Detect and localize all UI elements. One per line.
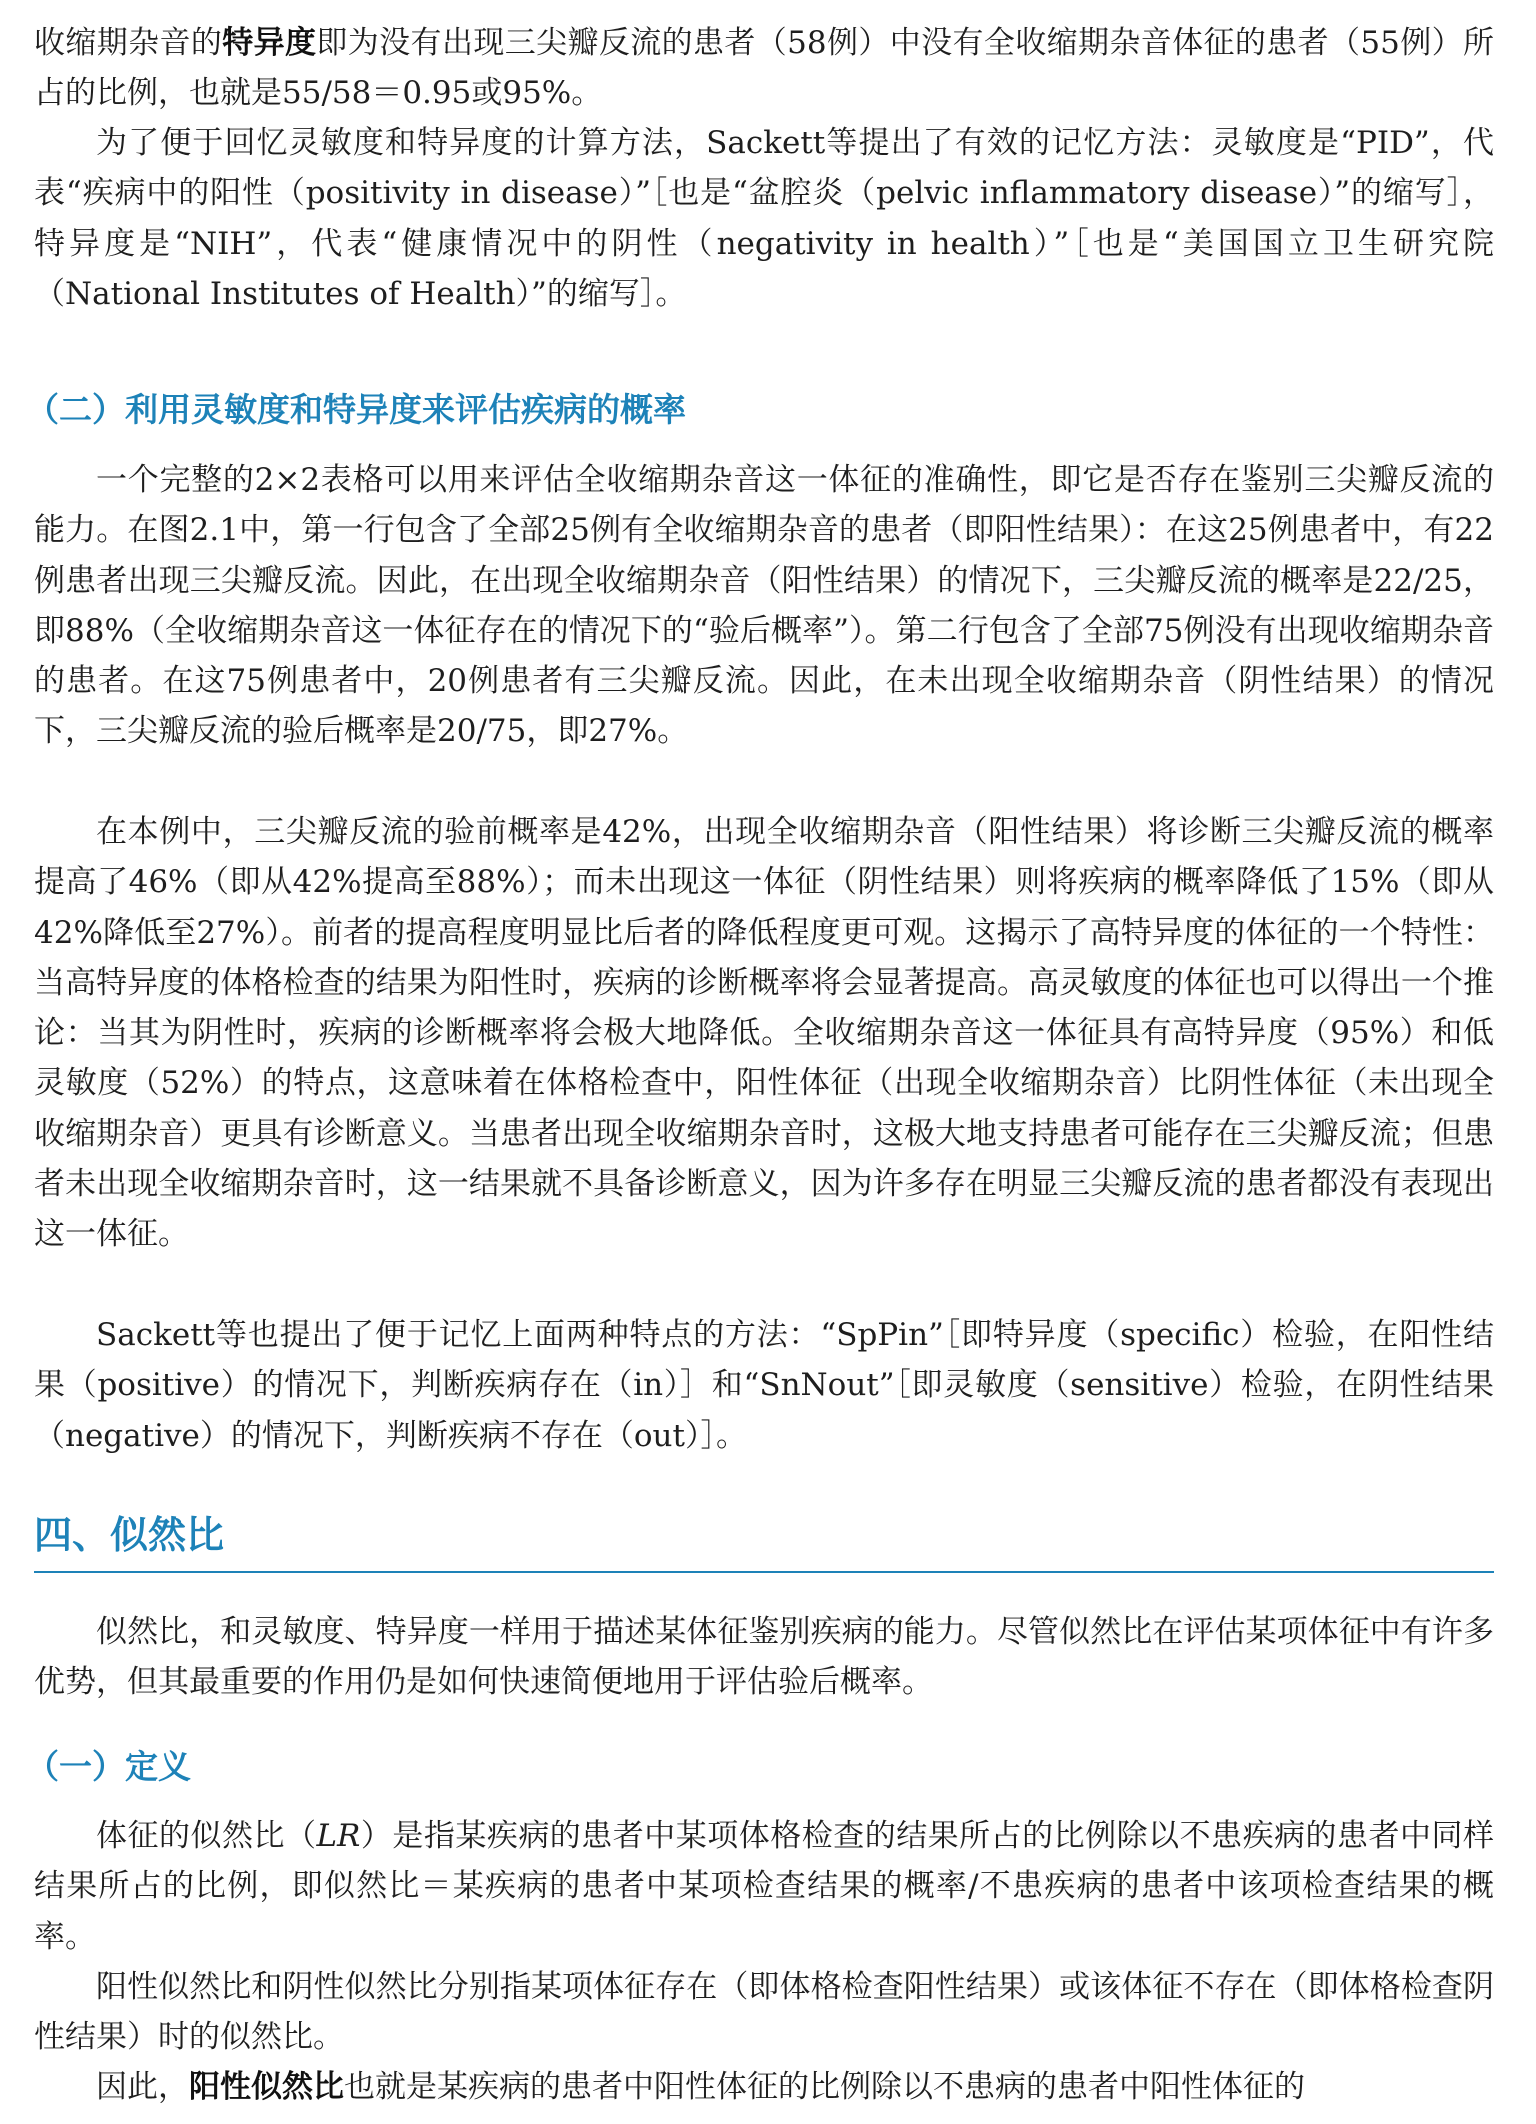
p7-rest: ）是指某疾病的患者中某项体格检查的结果所占的比例除以不患疾病的患者中同样结果所占的比例，即似然比＝某疾病的患者中某项检查结果的概率/不患疾病的患者中该项检查结果的概率。 [34, 1818, 1495, 1955]
term-lr: LR [316, 1818, 361, 1854]
heading-subsection-2: （二）利用灵敏度和特异度来评估疾病的概率 [26, 390, 686, 429]
heading-subsection-1: （一）定义 [26, 1747, 191, 1786]
p1-rest: 即为没有出现三尖瓣反流的患者（58例）中没有全收缩期杂音体征的患者（55例）所占的比例，也就是55/58＝0.95或95%。 [34, 25, 1494, 112]
heading-section-4: 四、似然比 [34, 1513, 225, 1557]
term-specificity: 特异度 [222, 25, 317, 61]
paragraph-mnemonic-pid-nih: 为了便于回忆灵敏度和特异度的计算方法，Sackett等提出了有效的记忆方法：灵敏度是“PID”，代表“疾病中的阳性（positivity in disease）”［也是“盆腔炎（pelvic inflammatory disease）”的缩写］，特异度是“NIH”，代表“健康情况中的阴性（negativity in health）”［也是“美国国立卫生研究院（National Institutes of Health）”的缩写］。 [34, 125, 1494, 312]
paragraph-lr-definition [34, 1811, 1494, 1962]
paragraph-sppin-snnout: Sackett等也提出了便于记忆上面两种特点的方法：“SpPin”［即特异度（specific）检验，在阳性结果（positive）的情况下，判断疾病存在（in）］和“SnNout”［即灵敏度（sensitive）检验，在阴性结果（negative）的情况下，判断疾病不存在（out）］。 [34, 1317, 1494, 1454]
p9-rest: 也就是某疾病的患者中阳性体征的比例除以不患病的患者中阳性体征的 [344, 2069, 1305, 2105]
paragraph-2x2-table: 一个完整的2×2表格可以用来评估全收缩期杂音这一体征的准确性，即它是否存在鉴别三尖瓣反流的能力。在图2.1中，第一行包含了全部25例有全收缩期杂音的患者（即阳性结果）：在这25例患者中，有22例患者出现三尖瓣反流。因此，在出现全收缩期杂音（阳性结果）的情况下，三尖瓣反流的概率是22/25，即88%（全收缩期杂音这一体征存在的情况下的“验后概率”）。第二行包含了全部75例没有出现收缩期杂音的患者。在这75例患者中，20例患者有三尖瓣反流。因此，在未出现全收缩期杂音（阴性结果）的情况下，三尖瓣反流的验后概率是20/75，即27%。 [34, 462, 1494, 750]
paragraph-specificity-definition [34, 18, 1494, 119]
paragraph-pretest-probability: 在本例中，三尖瓣反流的验前概率是42%，出现全收缩期杂音（阳性结果）将诊断三尖瓣反流的概率提高了46%（即从42%提高至88%）；而未出现这一体征（阴性结果）则将疾病的概率降低了15%（即从42%降低至27%）。前者的提高程度明显比后者的降低程度更可观。这揭示了高特异度的体征的一个特性：当高特异度的体格检查的结果为阳性时，疾病的诊断概率将会显著提高。高灵敏度的体征也可以得出一个推论：当其为阴性时，疾病的诊断概率将会极大地降低。全收缩期杂音这一体征具有高特异度（95%）和低灵敏度（52%）的特点，这意味着在体格检查中，阳性体征（出现全收缩期杂音）比阴性体征（未出现全收缩期杂音）更具有诊断意义。当患者出现全收缩期杂音时，这极大地支持患者可能存在三尖瓣反流；但患者未出现全收缩期杂音时，这一结果就不具备诊断意义，因为许多存在明显三尖瓣反流的患者都没有表现出这一体征。 [34, 814, 1494, 1253]
section-divider [34, 1571, 1494, 1573]
term-positive-lr: 阳性似然比 [189, 2069, 344, 2105]
paragraph-positive-lr-definition [34, 2062, 1494, 2112]
p7-lead: 体征的似然比（ [96, 1818, 317, 1854]
p1-lead: 收缩期杂音的 [34, 25, 223, 61]
p9-lead: 因此， [96, 2069, 189, 2105]
paragraph-likelihood-ratio-intro: 似然比，和灵敏度、特异度一样用于描述某体征鉴别疾病的能力。尽管似然比在评估某项体征中有许多优势，但其最重要的作用仍是如何快速简便地用于评估验后概率。 [34, 1614, 1494, 1701]
paragraph-positive-negative-lr: 阳性似然比和阴性似然比分别指某项体征存在（即体格检查阳性结果）或该体征不存在（即体格检查阴性结果）时的似然比。 [34, 1969, 1494, 2056]
